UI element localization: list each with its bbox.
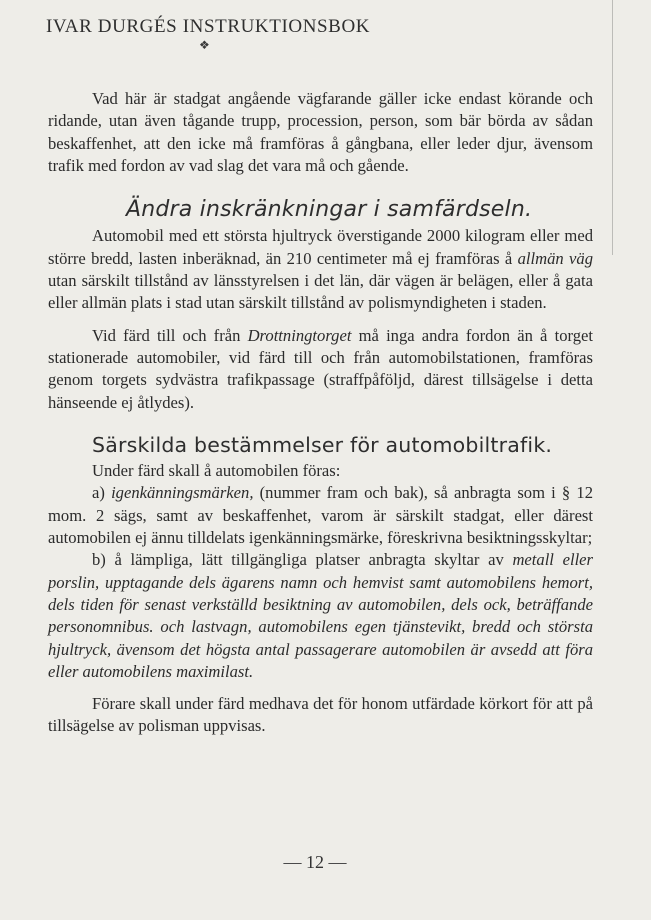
page-edge-line — [612, 0, 613, 255]
paragraph-item-a — [48, 482, 593, 549]
paragraph-under-fard: Under färd skall å automobilen föras: — [92, 461, 341, 481]
section-heading-automobiltrafik: Särskilda bestämmelser för automobiltrafik. — [92, 432, 553, 457]
text-run: (nummer fram och bak), så anbragta som i § 12 mom. 2 sägs, samt av beskaffenhet, varom är särskilt stadgat, eller därest automobilen ej ännu tilldelats igenkänningsmärke, föreskrivna besiktningsskyltar; — [48, 483, 593, 548]
page-number: — 12 — — [283, 852, 347, 872]
text-run: b) å lämpliga, lätt tillgängliga platser anbragta skyltar av — [92, 550, 513, 570]
italic-term: igenkänningsmärken, — [111, 483, 254, 503]
ornament-icon: ❖ — [199, 38, 210, 52]
text-run: a) — [92, 483, 112, 503]
italic-term: metall eller porslin, upptagande dels ägarens namn och hemvist samt automobilens hemort, dels tiden för senast verkställd besiktning av automobilen, dels ock, beträffande personomnibus. och lastvagn, automobilens egen tjänstevikt, bredd och största hjultryck, ävensom det högsta antal passagerare automobilen är avsedd att föra eller automobilens maximilast. — [48, 550, 593, 681]
italic-term: Drottningtorget — [247, 325, 352, 345]
text-run: må inga andra fordon än å torget stationerade automobiler, vid färd till och från automobilstationen, framföras genom torgets sydvästra trafikpassage (straffpåföljd, därest tillsägelse i detta hänseende ej åtlydes). — [48, 325, 594, 412]
paragraph-drottningtorget — [48, 325, 593, 414]
text-run: Automobil med ett största hjultryck överstigande 2000 kilogram eller med större bredd, lasten inberäknad, än 210 centimeter må ej framföras å — [48, 226, 593, 268]
text-run: Vid färd till och från — [92, 325, 248, 345]
paragraph-automobil-hjultryck — [48, 225, 593, 314]
paragraph-item-b — [48, 549, 593, 683]
paragraph-vagfarande: Vad här är stadgat angående vägfarande gäller icke endast körande och ridande, utan även tågande trupp, procession, person, som bär börda av sådan beskaffenhet, att den icke må framföras å gångbana, eller leder djur, ävensom trafik med fordon av vad slag det vara må och gående. — [48, 89, 593, 175]
running-head: IVAR DURGÉS INSTRUKTIONSBOK — [46, 16, 371, 37]
italic-term: allmän väg — [517, 248, 593, 268]
section-heading-inskrankningar: Ändra inskränkningar i samfärdseln. — [126, 197, 533, 223]
paragraph-korkort: Förare skall under färd medhava det för honom utfärdade körkort för att på tillsägelse av polisman uppvisas. — [48, 694, 593, 736]
page-content — [48, 88, 593, 738]
text-run: utan särskilt tillstånd av länsstyrelsen i det län, där vägen är belägen, eller å gata eller allmän plats i stad utan särskilt tillstånd av polismyndigheten i staden. — [48, 271, 593, 313]
